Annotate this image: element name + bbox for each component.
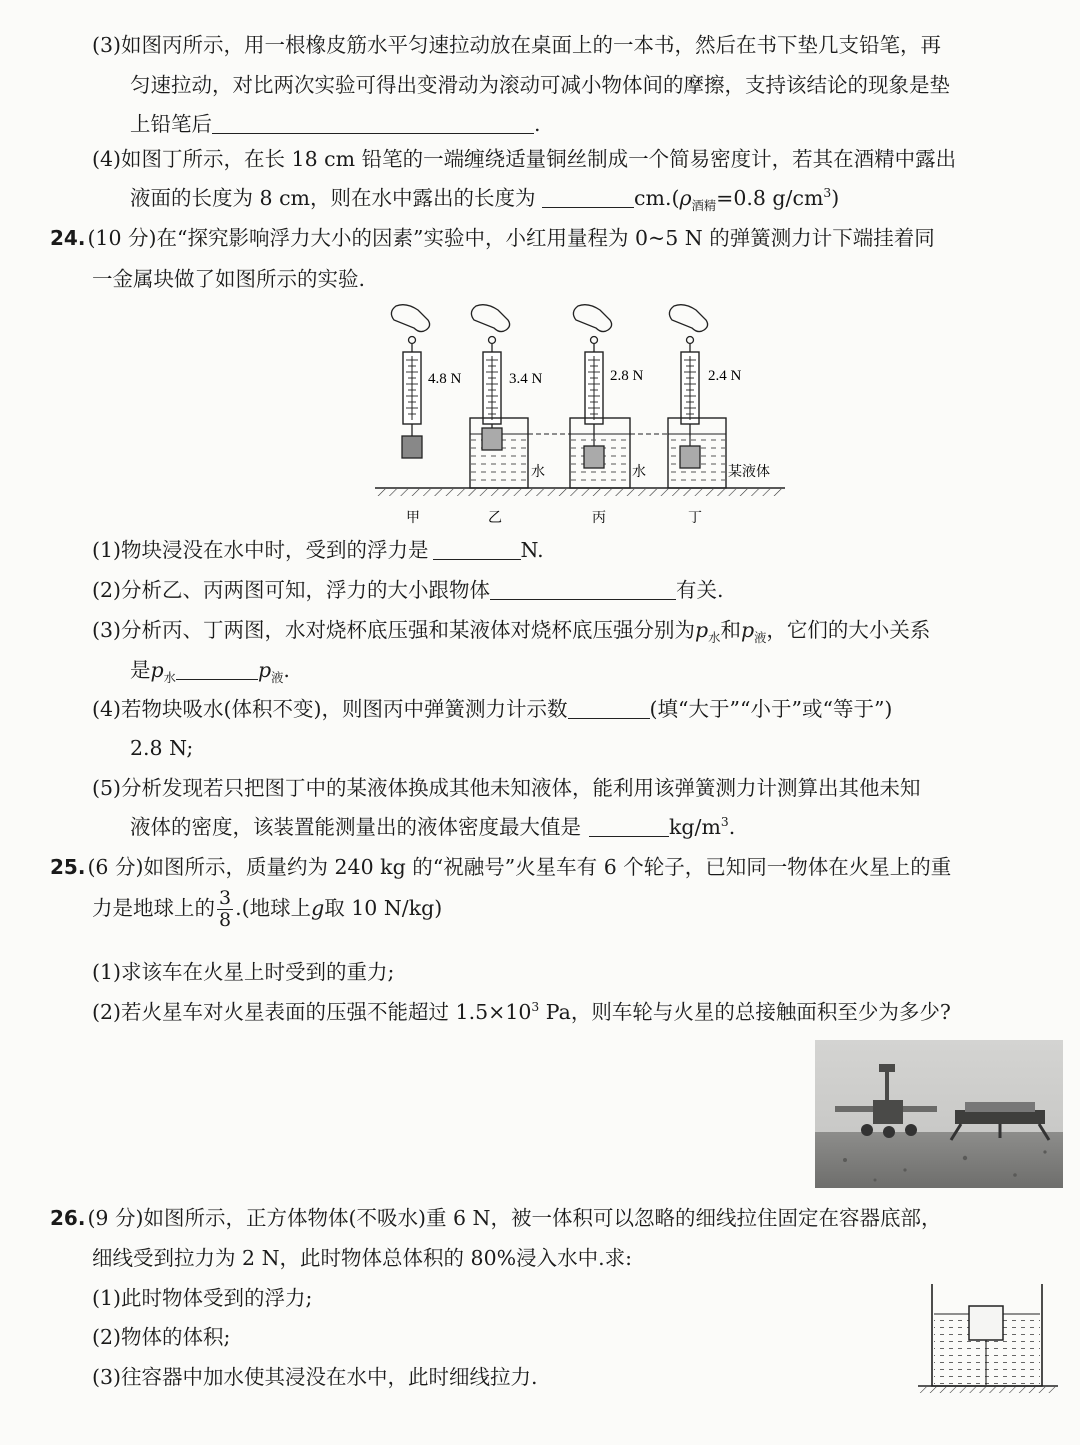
q24-stem-1: (10 分)在“探究影响浮力大小的因素”实验中，小红用量程为 0~5 N 的弹簧测力计下端挂着同 [87, 226, 935, 250]
mars-rover-photo [815, 1040, 1063, 1188]
q24-sub3-and: 和 [720, 618, 741, 642]
q26-line2: 细线受到拉力为 2 N，此时物体总体积的 80%浸入水中.求: [92, 1246, 633, 1270]
q25-line1 [50, 855, 951, 880]
cube-block [969, 1306, 1003, 1340]
fraction-denominator: 8 [219, 908, 232, 931]
rho-subscript: 酒精 [691, 199, 717, 214]
q24-sub3-is: 是 [130, 658, 151, 682]
q26-sub2: (2)物体的体积; [92, 1325, 231, 1349]
q24-sub1 [92, 538, 544, 563]
q25-sub2-text-b: Pa，则车轮与火星的总接触面积至少为多少? [539, 1000, 951, 1024]
q26-number: 26. [50, 1206, 86, 1230]
container-figure [912, 1282, 1064, 1400]
fraction-numerator: 3 [219, 887, 232, 909]
q24-sub3-blank[interactable] [176, 659, 258, 681]
q23-part4-line2 [130, 186, 839, 214]
g-symbol: g [311, 895, 325, 920]
reading-bing: 2.8 N [610, 368, 644, 384]
q24-sub2-end: 有关. [676, 578, 724, 602]
q24-sub1-blank[interactable] [433, 539, 521, 561]
q24-sub5-sup: 3 [720, 815, 729, 830]
metal-block-yi [482, 428, 502, 450]
label-yi: 乙 [488, 510, 502, 526]
q25-sub2-text: (2)若火星车对火星表面的压强不能超过 1.5×10 [92, 1000, 532, 1024]
scale-bing [573, 305, 611, 436]
q24-sub5-blank[interactable] [589, 816, 669, 838]
liquid-label-bing: 水 [632, 464, 646, 480]
reading-ding: 2.4 N [708, 368, 742, 384]
q23-part3-line3 [130, 112, 541, 137]
p-symbol-water-2: p [150, 658, 164, 682]
q24-sub4-text: (4)若物块吸水(体积不变)，则图丙中弹簧测力计示数 [92, 697, 568, 721]
q25-line2 [92, 888, 442, 931]
q25-stem-2c: 取 10 N/kg) [324, 895, 443, 920]
q24-sub4-hint: (填“大于”“小于”或“等于”) [649, 697, 893, 721]
label-bing: 丙 [592, 510, 606, 526]
liquid-label-ding: 某液体 [728, 464, 770, 480]
q24-sub4-blank[interactable] [568, 698, 650, 720]
q24-sub3-line1 [92, 618, 930, 646]
q23-part3-line2: 匀速拉动，对比两次实验可得出变滑动为滚动可减小物体间的摩擦，支持该结论的现象是垫 [130, 73, 950, 97]
q23-part3-blank[interactable] [212, 113, 534, 135]
q24-sub5-unit: kg/m [669, 815, 721, 839]
q25-stem-1: (6 分)如图所示，质量约为 240 kg 的“祝融号”火星车有 6 个轮子，已知同一物体在火星上的重 [87, 855, 952, 879]
q24-number: 24. [50, 226, 86, 250]
p-sub-water: 水 [708, 631, 721, 646]
metal-block-jia [402, 436, 422, 458]
q24-sub3-text-b: ，它们的大小关系 [766, 618, 931, 642]
q24-sub3-text: (3)分析丙、丁两图，水对烧杯底压强和某液体对烧杯底压强分别为 [92, 618, 696, 642]
q24-sub3-dot: . [283, 658, 290, 682]
q24-sub2-text: (2)分析乙、丙两图可知，浮力的大小跟物体 [92, 578, 491, 602]
q23-part3-line1: (3)如图丙所示，用一根橡皮筋水平匀速拉动放在桌面上的一本书，然后在书下垫几支铅笔，再 [92, 33, 942, 57]
scale-ding [669, 305, 707, 436]
q25-number: 25. [50, 855, 86, 879]
q23-part4-text-c: =0.8 g/cm [716, 186, 824, 210]
q26-sub3: (3)往容器中加水使其浸没在水中，此时细线拉力. [92, 1365, 538, 1389]
q23-part4-unit: cm.( [634, 186, 680, 210]
p-sub-water-2: 水 [163, 671, 176, 686]
p-sub-liquid-2: 液 [271, 671, 284, 686]
p-symbol-water: p [695, 618, 709, 642]
q23-part3-period: . [534, 112, 541, 136]
q24-sub1-unit: N. [520, 538, 544, 562]
q23-part4-sup: 3 [823, 186, 832, 201]
q24-sub1-text: (1)物块浸没在水中时，受到的浮力是 [92, 538, 429, 562]
q24-sub5-line2 [130, 815, 735, 840]
q25-sub2-sup: 3 [531, 1000, 540, 1015]
metal-block-ding [680, 446, 700, 468]
q23-part3-text: 上铅笔后 [130, 112, 212, 136]
q25-sub1: (1)求该车在火星上时受到的重力; [92, 960, 395, 984]
q23-part4-blank[interactable] [542, 187, 634, 209]
q23-part4-text-a: 液面的长度为 8 cm，则在水中露出的长度为 [130, 186, 536, 210]
liquid-label-yi: 水 [531, 464, 545, 480]
q24-line1 [50, 226, 935, 251]
p-symbol-liquid-2: p [257, 658, 272, 682]
q23-part4-line1: (4)如图丁所示，在长 18 cm 铅笔的一端缠绕适量铜丝制成一个简易密度计，若其在酒精中露出 [92, 147, 957, 171]
q25-sub2 [92, 1000, 951, 1025]
reading-yi: 3.4 N [509, 371, 543, 387]
q25-stem-2b: .(地球上 [235, 895, 312, 920]
q25-stem-2a: 力是地球上的 [92, 895, 215, 920]
q24-sub4-line2: 2.8 N; [130, 736, 194, 760]
q24-sub2 [92, 578, 724, 603]
p-symbol-liquid: p [740, 618, 755, 642]
p-sub-liquid: 液 [754, 631, 767, 646]
label-jia: 甲 [406, 510, 420, 526]
q26-stem-1: (9 分)如图所示，正方体物体(不吸水)重 6 N，被一体积可以忽略的细线拉住固定在容器底部， [87, 1206, 942, 1230]
label-ding: 丁 [688, 510, 702, 526]
q24-sub5-text: 液体的密度，该装置能测量出的液体密度最大值是 [130, 815, 581, 839]
q24-sub5-end: . [728, 815, 736, 839]
metal-block-bing [584, 446, 604, 468]
q26-line1 [50, 1206, 942, 1231]
q23-part4-text-d: ) [831, 186, 840, 210]
q24-sub3-line2 [130, 658, 290, 686]
q24-sub4-line1 [92, 697, 892, 722]
reading-jia: 4.8 N [428, 371, 462, 387]
scale-yi [471, 305, 509, 436]
q24-sub5-line1: (5)分析发现若只把图丁中的某液体换成其他未知液体，能利用该弹簧测力计测算出其他未知 [92, 776, 921, 800]
scale-jia [391, 305, 429, 436]
q24-spring-scale-figure [370, 300, 790, 530]
rho-symbol: ρ [679, 186, 692, 210]
q26-sub1: (1)此时物体受到的浮力; [92, 1286, 313, 1310]
q24-sub2-blank[interactable] [490, 579, 676, 601]
q24-line2: 一金属块做了如图所示的实验. [92, 267, 366, 291]
fraction-three-eighths [217, 888, 233, 931]
